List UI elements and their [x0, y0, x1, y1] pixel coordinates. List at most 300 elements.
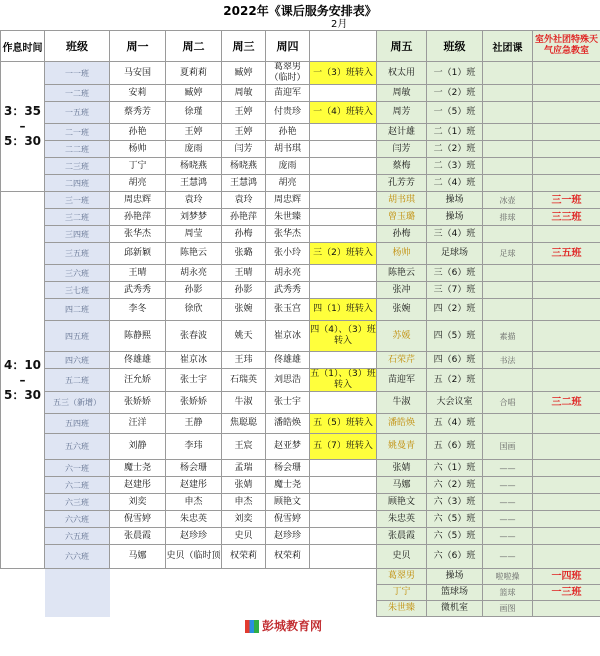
class2-cell: 二（3）班: [427, 158, 483, 175]
club-cell: ——: [483, 511, 533, 528]
thu-cell: 张小玲: [266, 243, 310, 265]
note-cell: [310, 85, 377, 102]
header-note: [310, 31, 377, 62]
extra-class2-cell: 微机室: [427, 601, 483, 617]
wed-cell: 王玮: [222, 352, 266, 369]
table-row: [1, 102, 600, 124]
thu-cell: 苗迎军: [266, 85, 310, 102]
table-row: [1, 158, 600, 175]
table-row: [1, 434, 600, 460]
class-cell: 六一班: [45, 460, 110, 477]
fri-cell: 周敏: [377, 85, 427, 102]
fri-cell: 马娜: [377, 477, 427, 494]
fri-cell: 张晨霞: [377, 528, 427, 545]
wed-cell: 权荣莉: [222, 545, 266, 569]
note-cell: [310, 226, 377, 243]
table-row: [1, 392, 600, 414]
club-cell: [483, 141, 533, 158]
thu-cell: 庞雨: [266, 158, 310, 175]
empty-cell: [45, 585, 110, 601]
class-cell: 三一班: [45, 192, 110, 209]
tue-cell: 孙影: [166, 282, 222, 299]
mon-cell: 安莉: [110, 85, 166, 102]
extra-club-cell: 啦啦操: [483, 569, 533, 585]
room-cell: [533, 85, 600, 102]
extra-club-cell: 篮球: [483, 585, 533, 601]
mon-cell: 刘静: [110, 434, 166, 460]
tue-cell: 庞雨: [166, 141, 222, 158]
mon-cell: 周忠辉: [110, 192, 166, 209]
club-cell: ——: [483, 545, 533, 569]
note-cell: [310, 209, 377, 226]
room-cell: [533, 528, 600, 545]
room-cell: [533, 226, 600, 243]
fri-cell: 顾艳文: [377, 494, 427, 511]
note-cell: [310, 282, 377, 299]
table-row: [1, 460, 600, 477]
empty-cell: [266, 585, 310, 601]
class-cell: 五二班: [45, 369, 110, 392]
table-row: [1, 124, 600, 141]
extra-club-cell: 画图: [483, 601, 533, 617]
empty-cell: [110, 569, 166, 585]
club-cell: 国画: [483, 434, 533, 460]
wed-cell: 刘奕: [222, 511, 266, 528]
tue-cell: 崔京冰: [166, 352, 222, 369]
watermark-text: 彭城教育网: [262, 619, 323, 633]
tue-cell: 臧婷: [166, 85, 222, 102]
fri-cell: 曾玉璐: [377, 209, 427, 226]
table-row: [1, 511, 600, 528]
tue-cell: 刘梦梦: [166, 209, 222, 226]
wed-cell: 张婉: [222, 299, 266, 321]
mon-cell: 蔡秀芳: [110, 102, 166, 124]
note-cell: [310, 192, 377, 209]
thu-cell: 胡书琪: [266, 141, 310, 158]
wed-cell: 申杰: [222, 494, 266, 511]
fri-cell: 牛淑: [377, 392, 427, 414]
wed-cell: 王晴: [222, 265, 266, 282]
extra-fri-cell: 丁宁: [377, 585, 427, 601]
table-row: [1, 369, 600, 392]
header-class: 班级: [45, 31, 110, 62]
empty-cell: [266, 601, 310, 617]
fri-cell: 孔芳芳: [377, 175, 427, 192]
club-cell: [483, 102, 533, 124]
extra-room-cell: 一三班: [533, 585, 600, 601]
fri-cell: 姚曼青: [377, 434, 427, 460]
club-cell: 冰壶: [483, 192, 533, 209]
extra-row: [1, 601, 600, 617]
club-cell: [483, 62, 533, 85]
class2-cell: 二（4）班: [427, 175, 483, 192]
club-cell: 素描: [483, 321, 533, 352]
room-cell: [533, 141, 600, 158]
wed-cell: 臧婷: [222, 62, 266, 85]
thu-cell: 朱世臻: [266, 209, 310, 226]
tue-cell: 夏莉莉: [166, 62, 222, 85]
club-cell: [483, 226, 533, 243]
thu-cell: 孙艳: [266, 124, 310, 141]
room-cell: [533, 352, 600, 369]
class-cell: 六五班: [45, 528, 110, 545]
class-cell: 四六班: [45, 352, 110, 369]
class2-cell: 五（4）班: [427, 414, 483, 434]
room-cell: 三五班: [533, 243, 600, 265]
class-cell: 六三班: [45, 494, 110, 511]
class-cell: 五六班: [45, 434, 110, 460]
empty-cell: [166, 601, 222, 617]
empty-cell: [222, 585, 266, 601]
note-cell: [310, 511, 377, 528]
fri-cell: 朱忠英: [377, 511, 427, 528]
class-cell: 二二班: [45, 141, 110, 158]
class2-cell: 六（6）班: [427, 545, 483, 569]
room-cell: [533, 545, 600, 569]
header-class2: 班级: [427, 31, 483, 62]
room-cell: 三一班: [533, 192, 600, 209]
empty-cell: [222, 569, 266, 585]
wed-cell: 孙影: [222, 282, 266, 299]
class-cell: 三五班: [45, 243, 110, 265]
thu-cell: 张士宇: [266, 392, 310, 414]
mon-cell: 胡亮: [110, 175, 166, 192]
class-cell: 二一班: [45, 124, 110, 141]
wed-cell: 袁玲: [222, 192, 266, 209]
club-cell: 排球: [483, 209, 533, 226]
room-cell: [533, 477, 600, 494]
header-time: 作息时间: [1, 31, 45, 62]
thu-cell: 佟雄雄: [266, 352, 310, 369]
class-cell: 六二班: [45, 477, 110, 494]
fri-cell: 杨帅: [377, 243, 427, 265]
note-cell: [310, 528, 377, 545]
header-room: 室外社团特殊天气应急教室: [533, 31, 600, 62]
time-cell: 4：10 – 5：30: [1, 192, 45, 569]
mon-cell: 刘奕: [110, 494, 166, 511]
club-cell: 合唱: [483, 392, 533, 414]
mon-cell: 赵建彤: [110, 477, 166, 494]
class2-cell: 六（2）班: [427, 477, 483, 494]
fri-cell: 张婉: [377, 299, 427, 321]
wed-cell: 焦聪聪: [222, 414, 266, 434]
room-cell: [533, 265, 600, 282]
table-row: [1, 243, 600, 265]
note-cell: [310, 494, 377, 511]
note-cell: [310, 124, 377, 141]
room-cell: [533, 414, 600, 434]
class2-cell: 六（5）班: [427, 528, 483, 545]
header-row: [1, 31, 600, 62]
club-cell: 书法: [483, 352, 533, 369]
class2-cell: 六（3）班: [427, 494, 483, 511]
mon-cell: 倪雪婷: [110, 511, 166, 528]
room-cell: 三二班: [533, 392, 600, 414]
tue-cell: 赵建彤: [166, 477, 222, 494]
room-cell: [533, 299, 600, 321]
fri-cell: 苏媛: [377, 321, 427, 352]
header-tue: 周二: [166, 31, 222, 62]
wed-cell: 王婷: [222, 102, 266, 124]
note-cell: 一（3）班转入: [310, 62, 377, 85]
class2-cell: 四（6）班: [427, 352, 483, 369]
fri-cell: 张冲: [377, 282, 427, 299]
class2-cell: 六（1）班: [427, 460, 483, 477]
room-cell: [533, 511, 600, 528]
wed-cell: 史贝: [222, 528, 266, 545]
note-cell: [310, 477, 377, 494]
wed-cell: 牛淑: [222, 392, 266, 414]
table-row: [1, 477, 600, 494]
tue-cell: 胡永亮: [166, 265, 222, 282]
wed-cell: 石瑞英: [222, 369, 266, 392]
mon-cell: 杨帅: [110, 141, 166, 158]
mon-cell: 张晨霞: [110, 528, 166, 545]
note-cell: [310, 392, 377, 414]
room-cell: [533, 282, 600, 299]
class2-cell: 一（2）班: [427, 85, 483, 102]
wed-cell: 杨晓燕: [222, 158, 266, 175]
note-cell: [310, 545, 377, 569]
mon-cell: 张华杰: [110, 226, 166, 243]
time-cell: 3：35 – 5：30: [1, 62, 45, 192]
wed-cell: 闫芳: [222, 141, 266, 158]
tue-cell: 陈艳云: [166, 243, 222, 265]
club-cell: [483, 282, 533, 299]
class-cell: 一五班: [45, 102, 110, 124]
class2-cell: 操场: [427, 192, 483, 209]
fri-cell: 胡书琪: [377, 192, 427, 209]
fri-cell: 史贝: [377, 545, 427, 569]
empty-cell: [310, 601, 377, 617]
extra-class2-cell: 篮球场: [427, 585, 483, 601]
header-mon: 周一: [110, 31, 166, 62]
mon-cell: 孙艳萍: [110, 209, 166, 226]
empty-cell: [266, 569, 310, 585]
class2-cell: 四（2）班: [427, 299, 483, 321]
thu-cell: 赵亚梦: [266, 434, 310, 460]
class2-cell: 一（5）班: [427, 102, 483, 124]
room-cell: [533, 460, 600, 477]
club-cell: [483, 265, 533, 282]
mon-cell: 孙艳: [110, 124, 166, 141]
wed-cell: 王婷: [222, 124, 266, 141]
class-cell: 三二班: [45, 209, 110, 226]
club-cell: [483, 299, 533, 321]
note-cell: 四（1）班转入: [310, 299, 377, 321]
class2-cell: 三（6）班: [427, 265, 483, 282]
table-row: [1, 414, 600, 434]
tue-cell: 张娇娇: [166, 392, 222, 414]
empty-cell: [110, 585, 166, 601]
thu-cell: 张华杰: [266, 226, 310, 243]
class-cell: 六六班: [45, 511, 110, 528]
page-title: 2022年《课后服务安排表》: [223, 4, 377, 18]
fri-cell: 闫芳: [377, 141, 427, 158]
class-cell: 一二班: [45, 85, 110, 102]
thu-cell: 武秀秀: [266, 282, 310, 299]
club-cell: [483, 414, 533, 434]
room-cell: 三三班: [533, 209, 600, 226]
empty-cell: [222, 601, 266, 617]
thu-cell: 胡永亮: [266, 265, 310, 282]
wed-cell: 王慧鸿: [222, 175, 266, 192]
thu-cell: 魔士尧: [266, 477, 310, 494]
note-cell: 三（2）班转入: [310, 243, 377, 265]
tue-cell: 杨晓燕: [166, 158, 222, 175]
fri-cell: 苗迎军: [377, 369, 427, 392]
class-cell: 四二班: [45, 299, 110, 321]
thu-cell: 顾艳文: [266, 494, 310, 511]
empty-cell: [110, 601, 166, 617]
empty-cell: [310, 569, 377, 585]
extra-class2-cell: 操场: [427, 569, 483, 585]
table-row: [1, 265, 600, 282]
thu-cell: 潘皓焕: [266, 414, 310, 434]
tue-cell: 史贝（临时顶: [166, 545, 222, 569]
room-cell: [533, 434, 600, 460]
wed-cell: 张璐: [222, 243, 266, 265]
empty-cell: [45, 601, 110, 617]
tue-cell: 李玮: [166, 434, 222, 460]
class2-cell: 五（6）班: [427, 434, 483, 460]
note-cell: 四（4）、（3）班转入: [310, 321, 377, 352]
class-cell: 三四班: [45, 226, 110, 243]
empty-cell: [166, 585, 222, 601]
class-cell: 二四班: [45, 175, 110, 192]
fri-cell: 赵计雄: [377, 124, 427, 141]
logo-icon: [245, 620, 259, 633]
fri-cell: 蔡梅: [377, 158, 427, 175]
table-row: [1, 85, 600, 102]
wed-cell: 王宸: [222, 434, 266, 460]
table-row: [1, 321, 600, 352]
tue-cell: 赵珍珍: [166, 528, 222, 545]
room-cell: [533, 369, 600, 392]
mon-cell: 王晴: [110, 265, 166, 282]
class2-cell: 二（1）班: [427, 124, 483, 141]
club-cell: ——: [483, 477, 533, 494]
mon-cell: 邱新颖: [110, 243, 166, 265]
tue-cell: 王静: [166, 414, 222, 434]
thu-cell: 葛翠男（临时）: [266, 62, 310, 85]
mon-cell: 丁宁: [110, 158, 166, 175]
class2-cell: 六（5）班: [427, 511, 483, 528]
table-row: [1, 192, 600, 209]
room-cell: [533, 175, 600, 192]
wed-cell: 姚天: [222, 321, 266, 352]
extra-room-cell: [533, 601, 600, 617]
room-cell: [533, 124, 600, 141]
tue-cell: 王慧鸿: [166, 175, 222, 192]
thu-cell: 张玉宫: [266, 299, 310, 321]
fri-cell: 石荣芹: [377, 352, 427, 369]
room-cell: [533, 102, 600, 124]
header-thu: 周四: [266, 31, 310, 62]
table-row: [1, 226, 600, 243]
tue-cell: 王婷: [166, 124, 222, 141]
tue-cell: 徐欣: [166, 299, 222, 321]
extra-row: [1, 569, 600, 585]
thu-cell: 崔京冰: [266, 321, 310, 352]
tue-cell: 周莹: [166, 226, 222, 243]
extra-fri-cell: 朱世臻: [377, 601, 427, 617]
class2-cell: 大会议室: [427, 392, 483, 414]
mon-cell: 李冬: [110, 299, 166, 321]
class2-cell: 五（2）班: [427, 369, 483, 392]
class2-cell: 一（1）班: [427, 62, 483, 85]
note-cell: 五（5）班转入: [310, 414, 377, 434]
club-cell: [483, 175, 533, 192]
class2-cell: 三（4）班: [427, 226, 483, 243]
table-row: [1, 209, 600, 226]
empty-cell: [310, 585, 377, 601]
month-label: 2月: [331, 19, 348, 30]
empty-cell: [45, 569, 110, 585]
empty-cell: [1, 569, 45, 585]
fri-cell: 孙梅: [377, 226, 427, 243]
class-cell: 三六班: [45, 265, 110, 282]
club-cell: [483, 85, 533, 102]
room-cell: [533, 158, 600, 175]
header-club: 社团课: [483, 31, 533, 62]
class2-cell: 操场: [427, 209, 483, 226]
fri-cell: 权太用: [377, 62, 427, 85]
tue-cell: 杨会珊: [166, 460, 222, 477]
room-cell: [533, 494, 600, 511]
extra-room-cell: 一四班: [533, 569, 600, 585]
class-cell: 五四班: [45, 414, 110, 434]
watermark: [245, 617, 322, 634]
class-cell: 六六班: [45, 545, 110, 569]
tue-cell: 袁玲: [166, 192, 222, 209]
note-cell: [310, 141, 377, 158]
fri-cell: 周芳: [377, 102, 427, 124]
note-cell: [310, 265, 377, 282]
club-cell: ——: [483, 460, 533, 477]
tue-cell: 张士宇: [166, 369, 222, 392]
club-cell: ——: [483, 494, 533, 511]
schedule-table: [0, 30, 600, 617]
thu-cell: 杨会珊: [266, 460, 310, 477]
class-cell: 五三（新增）: [45, 392, 110, 414]
empty-cell: [1, 585, 45, 601]
class-cell: 二三班: [45, 158, 110, 175]
table-row: [1, 352, 600, 369]
mon-cell: 马娜: [110, 545, 166, 569]
mon-cell: 佟雄雄: [110, 352, 166, 369]
thu-cell: 权荣莉: [266, 545, 310, 569]
note-cell: 五（7）班转入: [310, 434, 377, 460]
club-cell: [483, 369, 533, 392]
club-cell: [483, 124, 533, 141]
room-cell: [533, 62, 600, 85]
thu-cell: 付贵珍: [266, 102, 310, 124]
class2-cell: 足球场: [427, 243, 483, 265]
club-cell: 足球: [483, 243, 533, 265]
thu-cell: 刘思浩: [266, 369, 310, 392]
thu-cell: 赵珍珍: [266, 528, 310, 545]
table-row: [1, 545, 600, 569]
note-cell: [310, 158, 377, 175]
extra-fri-cell: 葛翠男: [377, 569, 427, 585]
empty-cell: [166, 569, 222, 585]
thu-cell: 胡亮: [266, 175, 310, 192]
club-cell: ——: [483, 528, 533, 545]
tue-cell: 张春波: [166, 321, 222, 352]
table-row: [1, 141, 600, 158]
table-row: [1, 175, 600, 192]
